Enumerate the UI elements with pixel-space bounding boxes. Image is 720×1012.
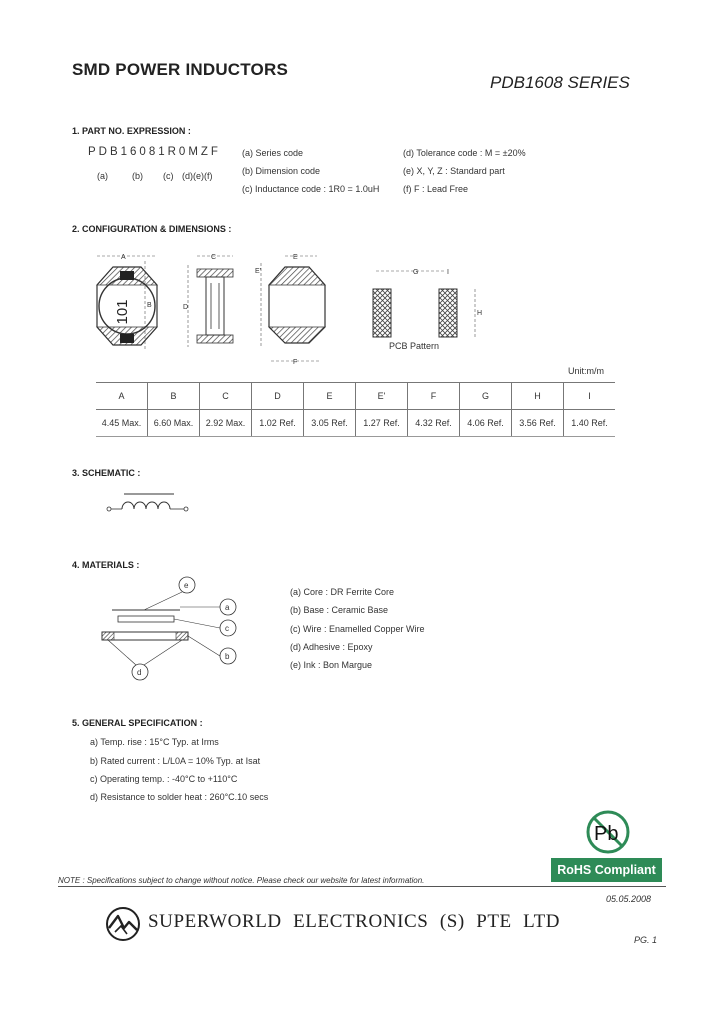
document-title: SMD POWER INDUCTORS bbox=[72, 60, 288, 79]
part-label-a: (a) bbox=[97, 171, 108, 181]
spec-solder-heat: d) Resistance to solder heat : 260°C.10 secs bbox=[90, 792, 269, 802]
dim-label-c: C bbox=[211, 254, 217, 261]
unit-label: Unit:m/m bbox=[568, 366, 604, 376]
dim-header: G bbox=[460, 383, 512, 410]
inductor-schematic bbox=[104, 490, 194, 520]
materials-cross-section bbox=[96, 574, 246, 686]
material-adhesive: (d) Adhesive : Epoxy bbox=[290, 642, 373, 652]
dim-header: E' bbox=[356, 383, 408, 410]
dim-value: 6.60 Max. bbox=[148, 410, 200, 437]
callout-c: c bbox=[225, 624, 229, 633]
code-series: (a) Series code bbox=[242, 148, 304, 158]
dim-value: 4.45 Max. bbox=[96, 410, 148, 437]
section-schematic-heading: 3. SCHEMATIC : bbox=[72, 468, 141, 478]
dim-value: 1.40 Ref. bbox=[564, 410, 616, 437]
dim-header: F bbox=[408, 383, 460, 410]
dim-label-i: I bbox=[447, 269, 449, 276]
code-standard: (e) X, Y, Z : Standard part bbox=[403, 166, 505, 176]
side-view bbox=[183, 254, 233, 347]
dim-value: 4.06 Ref. bbox=[460, 410, 512, 437]
code-inductance: (c) Inductance code : 1R0 = 1.0uH bbox=[242, 184, 380, 194]
part-label-b: (b) bbox=[132, 171, 143, 181]
dimension-drawings bbox=[85, 243, 505, 373]
dim-header: B bbox=[148, 383, 200, 410]
spec-operating-temp: c) Operating temp. : -40°C to +110°C bbox=[90, 774, 238, 784]
dim-value: 3.05 Ref. bbox=[304, 410, 356, 437]
section-spec-heading: 5. GENERAL SPECIFICATION : bbox=[72, 718, 203, 728]
code-dimension: (b) Dimension code bbox=[242, 166, 321, 176]
callout-d: d bbox=[137, 668, 142, 677]
section-part-no-heading: 1. PART NO. EXPRESSION : bbox=[72, 126, 191, 136]
dim-value: 1.27 Ref. bbox=[356, 410, 408, 437]
material-wire: (c) Wire : Enamelled Copper Wire bbox=[290, 624, 425, 634]
dim-header: E bbox=[304, 383, 356, 410]
footer-date: 05.05.2008 bbox=[606, 894, 652, 904]
section-materials-heading: 4. MATERIALS : bbox=[72, 560, 140, 570]
dimension-table bbox=[96, 382, 615, 437]
dim-header: H bbox=[512, 383, 564, 410]
dim-value: 4.32 Ref. bbox=[408, 410, 460, 437]
spec-temp-rise: a) Temp. rise : 15°C Typ. at Irms bbox=[90, 737, 219, 747]
dim-header: I bbox=[564, 383, 616, 410]
dim-label-f: F bbox=[293, 359, 298, 366]
part-label-c: (c) bbox=[163, 171, 174, 181]
part-label-def: (d)(e)(f) bbox=[182, 171, 213, 181]
dim-label-b: B bbox=[147, 302, 152, 309]
company-name: SUPERWORLD ELECTRONICS (S) PTE LTD bbox=[148, 911, 561, 932]
dim-value: 1.02 Ref. bbox=[252, 410, 304, 437]
page-number: PG. 1 bbox=[634, 935, 658, 945]
series-name: PDB1608 SERIES bbox=[490, 73, 630, 92]
callout-b: b bbox=[225, 652, 230, 661]
part-number: PDB16081R0MZF bbox=[88, 146, 221, 158]
dim-header: D bbox=[252, 383, 304, 410]
material-ink: (e) Ink : Bon Margue bbox=[290, 660, 373, 670]
pcb-pattern bbox=[373, 269, 482, 337]
material-core: (a) Core : DR Ferrite Core bbox=[290, 587, 395, 597]
code-lead-free: (f) F : Lead Free bbox=[403, 184, 469, 194]
dim-label-h: H bbox=[477, 310, 483, 317]
dim-value: 3.56 Ref. bbox=[512, 410, 564, 437]
dim-label-e-prime: E' bbox=[255, 268, 262, 275]
pcb-pattern-label: PCB Pattern bbox=[389, 341, 440, 351]
pb-free-icon bbox=[584, 809, 632, 855]
dim-value: 2.92 Max. bbox=[200, 410, 252, 437]
callout-a: a bbox=[225, 603, 230, 612]
footer-rule-top bbox=[58, 886, 666, 887]
dim-label-a: A bbox=[121, 254, 126, 261]
dim-label-e: E bbox=[293, 254, 298, 261]
callout-e: e bbox=[184, 581, 189, 590]
company-logo-icon bbox=[105, 906, 141, 942]
dim-header: A bbox=[96, 383, 148, 410]
footer-note: NOTE : Specifications subject to change without notice. Please check our website for latest information. bbox=[58, 876, 425, 885]
part-marking: 101 bbox=[114, 299, 131, 325]
bottom-view bbox=[255, 254, 325, 366]
dimension-table-values bbox=[96, 410, 615, 437]
dim-header: C bbox=[200, 383, 252, 410]
rohs-compliant-badge: RoHS Compliant bbox=[551, 858, 662, 882]
top-view bbox=[97, 254, 157, 351]
pb-text: Pb bbox=[594, 823, 619, 845]
dim-label-g: G bbox=[413, 269, 419, 276]
material-base: (b) Base : Ceramic Base bbox=[290, 605, 389, 615]
spec-rated-current: b) Rated current : L/L0A = 10% Typ. at Isat bbox=[90, 756, 261, 766]
section-config-heading: 2. CONFIGURATION & DIMENSIONS : bbox=[72, 224, 232, 234]
dimension-table-header bbox=[96, 383, 615, 410]
code-tolerance: (d) Tolerance code : M = ±20% bbox=[403, 148, 526, 158]
dim-label-d: D bbox=[183, 304, 189, 311]
